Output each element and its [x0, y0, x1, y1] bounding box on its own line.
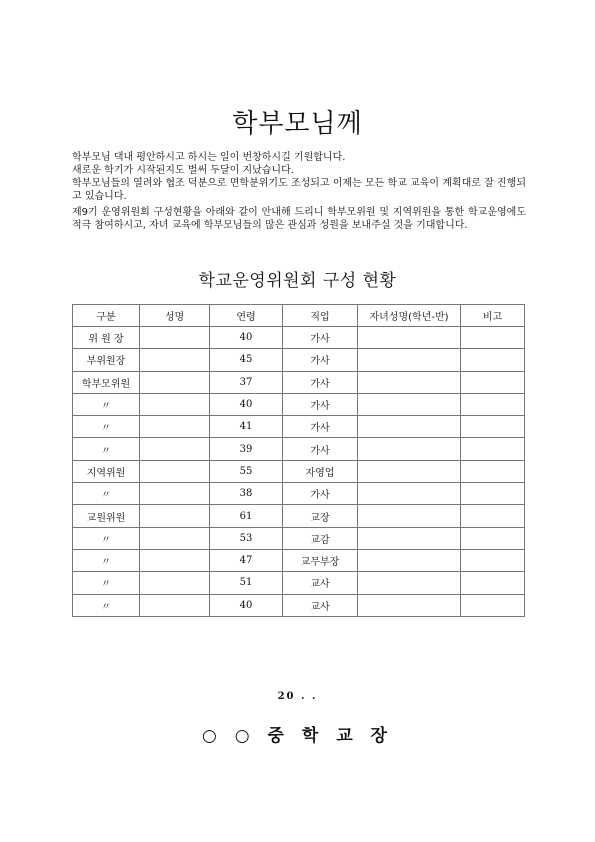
cell-category: 〃 — [73, 549, 140, 571]
cell-category: 〃 — [73, 594, 140, 616]
cell-category: 학부모위원 — [73, 371, 140, 393]
cell-category: 〃 — [73, 416, 140, 438]
cell-name — [140, 572, 210, 594]
cell-category: 〃 — [73, 438, 140, 460]
table-row — [73, 594, 525, 616]
cell-age: 41 — [210, 416, 283, 438]
table-row — [73, 527, 525, 549]
cell-age: 53 — [210, 527, 283, 549]
cell-remarks — [461, 460, 525, 482]
cell-remarks — [461, 438, 525, 460]
header-name: 성명 — [140, 305, 210, 327]
cell-child-name — [358, 393, 461, 415]
table-row — [73, 416, 525, 438]
cell-name — [140, 416, 210, 438]
table-row — [73, 327, 525, 349]
cell-child-name — [358, 416, 461, 438]
cell-occupation: 가사 — [283, 416, 358, 438]
cell-child-name — [358, 549, 461, 571]
cell-name — [140, 594, 210, 616]
cell-name — [140, 460, 210, 482]
cell-child-name — [358, 371, 461, 393]
header-category: 구분 — [73, 305, 140, 327]
date-line: 20 . . — [277, 691, 318, 702]
cell-remarks — [461, 393, 525, 415]
cell-remarks — [461, 549, 525, 571]
cell-occupation: 가사 — [283, 327, 358, 349]
cell-occupation: 자영업 — [283, 460, 358, 482]
table-row — [73, 483, 525, 505]
table-row — [73, 371, 525, 393]
cell-occupation: 교감 — [283, 527, 358, 549]
cell-age: 40 — [210, 393, 283, 415]
cell-name — [140, 349, 210, 371]
cell-age: 61 — [210, 505, 283, 527]
cell-category: 〃 — [73, 527, 140, 549]
cell-category: 위 원 장 — [73, 327, 140, 349]
cell-category: 지역위원 — [73, 460, 140, 482]
cell-remarks — [461, 327, 525, 349]
cell-remarks — [461, 527, 525, 549]
cell-age: 51 — [210, 572, 283, 594]
cell-category: 〃 — [73, 572, 140, 594]
principal-signature: ○ ○ 중 학 교 장 — [202, 726, 393, 746]
cell-age: 45 — [210, 349, 283, 371]
cell-remarks — [461, 416, 525, 438]
cell-child-name — [358, 505, 461, 527]
cell-age: 40 — [210, 594, 283, 616]
header-remarks: 비고 — [461, 305, 525, 327]
cell-name — [140, 527, 210, 549]
cell-child-name — [358, 594, 461, 616]
cell-occupation: 교무부장 — [283, 549, 358, 571]
cell-remarks — [461, 349, 525, 371]
cell-child-name — [358, 572, 461, 594]
cell-child-name — [358, 327, 461, 349]
cell-age: 55 — [210, 460, 283, 482]
cell-remarks — [461, 505, 525, 527]
cell-occupation: 교사 — [283, 572, 358, 594]
cell-age: 47 — [210, 549, 283, 571]
cell-age: 38 — [210, 483, 283, 505]
cell-age: 39 — [210, 438, 283, 460]
cell-name — [140, 371, 210, 393]
cell-name — [140, 327, 210, 349]
cell-occupation: 가사 — [283, 371, 358, 393]
paragraph-semester: 새로운 학기가 시작된지도 벌써 두달이 지났습니다. — [72, 165, 294, 176]
cell-remarks — [461, 371, 525, 393]
cell-occupation: 가사 — [283, 483, 358, 505]
cell-name — [140, 438, 210, 460]
cell-occupation: 교장 — [283, 505, 358, 527]
cell-category: 〃 — [73, 483, 140, 505]
cell-name — [140, 483, 210, 505]
paragraph-progress: 학부모님들의 열려와 협조 덕분으로 면학분위기도 조성되고 이제는 모든 학교 교육이 계획대로 잘 진행되고 있습니다. — [72, 178, 526, 202]
cell-occupation: 가사 — [283, 349, 358, 371]
cell-name — [140, 549, 210, 571]
table-row — [73, 349, 525, 371]
cell-occupation: 교사 — [283, 594, 358, 616]
cell-name — [140, 505, 210, 527]
paragraph-committee-notice: 제9기 운영위원회 구성현황을 아래와 같이 안내해 드리니 학부모위원 및 지역위원을 통한 학교운영에도 적극 참여하시고, 자녀 교육에 학부모님들의 많은 관심과 성원을 보내주실 것을 기대합니다. — [72, 207, 526, 231]
header-occupation: 직업 — [283, 305, 358, 327]
table-row — [73, 460, 525, 482]
cell-child-name — [358, 438, 461, 460]
cell-remarks — [461, 483, 525, 505]
header-child-name: 자녀성명(학년-반) — [358, 305, 461, 327]
committee-table — [72, 304, 525, 617]
table-row — [73, 438, 525, 460]
table-row — [73, 549, 525, 571]
table-header-row — [73, 305, 525, 327]
table-row — [73, 505, 525, 527]
table-title: 학교운영위원회 구성 현황 — [198, 271, 397, 291]
cell-remarks — [461, 594, 525, 616]
header-age: 연령 — [210, 305, 283, 327]
cell-remarks — [461, 572, 525, 594]
cell-age: 40 — [210, 327, 283, 349]
paragraph-greeting: 학부모님 댁내 평안하시고 하시는 일이 번창하시길 기원합니다. — [72, 152, 346, 163]
cell-category: 교원위원 — [73, 505, 140, 527]
cell-occupation: 가사 — [283, 438, 358, 460]
cell-occupation: 가사 — [283, 393, 358, 415]
cell-name — [140, 393, 210, 415]
cell-child-name — [358, 527, 461, 549]
cell-child-name — [358, 460, 461, 482]
table-row — [73, 393, 525, 415]
cell-category: 부위원장 — [73, 349, 140, 371]
cell-child-name — [358, 349, 461, 371]
cell-child-name — [358, 483, 461, 505]
table-row — [73, 572, 525, 594]
letter-title: 학부모님께 — [232, 109, 363, 139]
cell-category: 〃 — [73, 393, 140, 415]
cell-age: 37 — [210, 371, 283, 393]
